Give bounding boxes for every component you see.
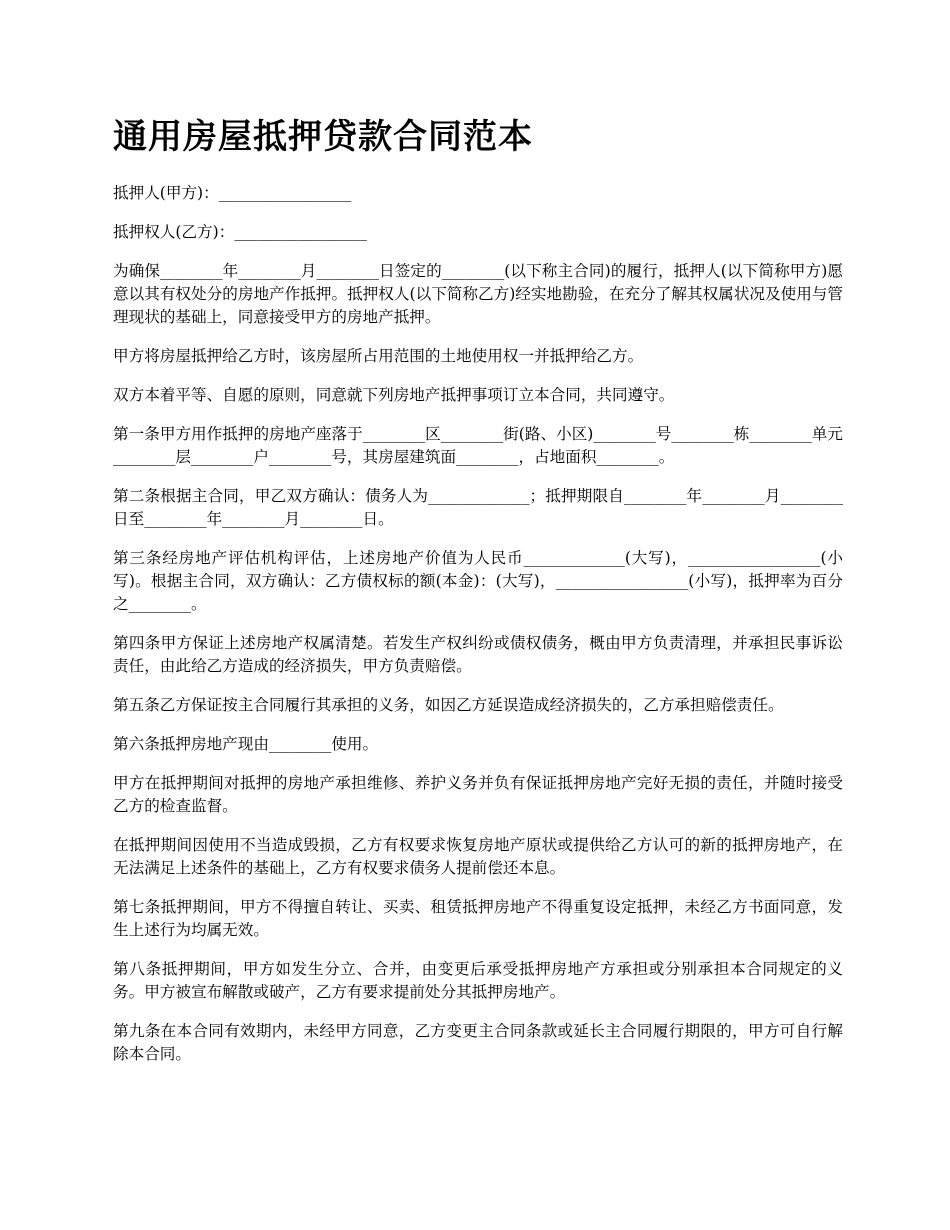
document-page [113, 112, 843, 1082]
paragraph-mortgagee: 抵押权人(乙方)：_________________ [113, 223, 367, 241]
paragraph-mortgagor: 抵押人(甲方)：_________________ [113, 184, 352, 202]
clause-4: 第四条甲方保证上述房地产权属清楚。若发生产权纠纷或债权债务，概由甲方负责清理，并承担民事诉讼责任，由此给乙方造成的经济损失，甲方负责赔偿。 [113, 634, 843, 675]
clause-5: 第五条乙方保证按主合同履行其承担的义务，如因乙方延误造成经济损失的，乙方承担赔偿责任。 [113, 696, 784, 714]
clause-6-maintenance: 甲方在抵押期间对抵押的房地产承担维修、养护义务并负有保证抵押房地产完好无损的责任，并随时接受乙方的检查监督。 [113, 774, 843, 815]
clause-2: 第二条根据主合同，甲乙双方确认：债务人为_____________；抵押期限自________年________月________日至________年________月________日。 [113, 487, 843, 528]
clause-6: 第六条抵押房地产现由________使用。 [113, 735, 379, 753]
paragraph-principle: 双方本着平等、自愿的原则，同意就下列房地产抵押事项订立本合同，共同遵守。 [113, 386, 675, 404]
paragraph-land-use: 甲方将房屋抵押给乙方时，该房屋所占用范围的土地使用权一并抵押给乙方。 [113, 347, 644, 365]
document-title: 通用房屋抵押贷款合同范本 [113, 117, 533, 157]
clause-3: 第三条经房地产评估机构评估，上述房地产价值为人民币_____________(大写)，_________________(小写)。根据主合同，双方确认：乙方债权标的额(本金)：(大写)，_________________(小写)，抵押率为百分之________。 [113, 549, 843, 613]
clause-9: 第九条在本合同有效期内，未经甲方同意，乙方变更主合同条款或延长主合同履行期限的，甲方可自行解除本合同。 [113, 1022, 843, 1063]
clause-6-damage: 在抵押期间因使用不当造成毁损，乙方有权要求恢复房地产原状或提供给乙方认可的新的抵押房地产，在无法满足上述条件的基础上，乙方有权要求债务人提前偿还本息。 [113, 836, 843, 877]
paragraph-preamble: 为确保________年________月________日签定的________(以下称主合同)的履行，抵押人(以下简称甲方)愿意以其有权处分的房地产作抵押。抵押权人(以下简称乙方)经实地勘验，在充分了解其权属状况及使用与管理现状的基础上，同意接受甲方的房地产抵押。 [113, 262, 843, 326]
clause-8: 第八条抵押期间，甲方如发生分立、合并，由变更后承受抵押房地产方承担或分别承担本合同规定的义务。甲方被宣布解散或破产，乙方有要求提前处分其抵押房地产。 [113, 960, 843, 1001]
clause-7: 第七条抵押期间，甲方不得擅自转让、买卖、租赁抵押房地产不得重复设定抵押，未经乙方书面同意，发生上述行为均属无效。 [113, 898, 843, 939]
clause-1: 第一条甲方用作抵押的房地产座落于________区________街(路、小区)________号________栋________单元________层________户________号，其房屋建筑面________，占地面积________。 [113, 425, 843, 466]
